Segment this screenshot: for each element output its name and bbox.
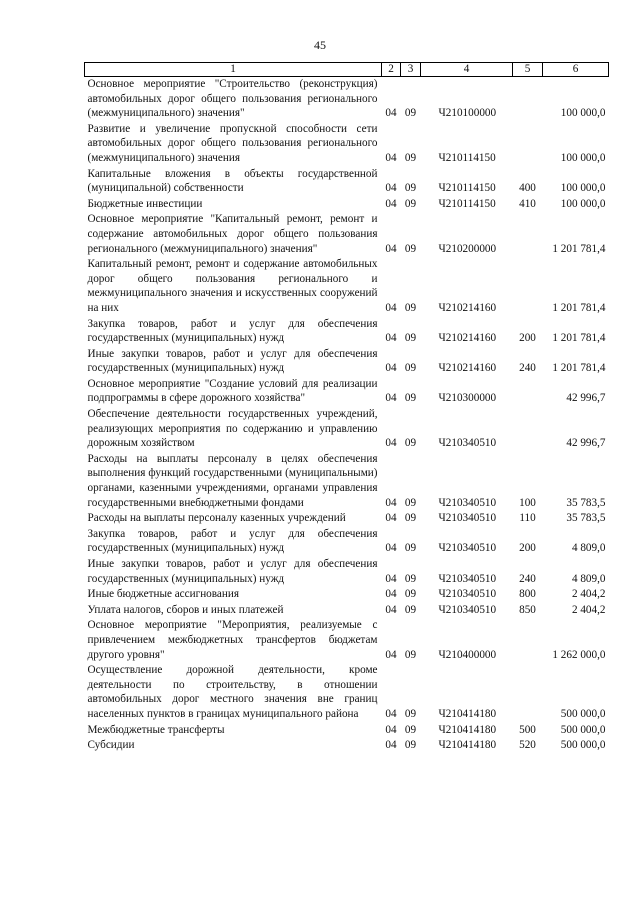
subsection-code: 09 — [404, 542, 417, 555]
table-row — [85, 452, 609, 511]
expense-type-code: 410 — [519, 197, 536, 210]
amount: 2 404,2 — [571, 603, 606, 616]
table-header — [85, 63, 609, 77]
table-body — [85, 77, 609, 754]
subsection-code: 09 — [404, 197, 417, 210]
target-article-code: Ч210340510 — [438, 603, 497, 616]
amount: 500 000,0 — [560, 707, 606, 720]
expense-type-code — [513, 122, 543, 167]
table-row — [85, 603, 609, 619]
expense-type-code — [513, 618, 543, 663]
table-row — [85, 407, 609, 452]
subsection-code: 09 — [404, 723, 417, 736]
table-row — [85, 257, 609, 316]
amount: 1 201 781,4 — [552, 362, 606, 375]
header-col-2: 2 — [382, 63, 401, 77]
table-row — [85, 511, 609, 527]
target-article-code: Ч210340510 — [438, 572, 497, 585]
amount: 42 996,7 — [566, 437, 606, 450]
amount: 1 262 000,0 — [552, 648, 606, 661]
expense-type-code — [513, 377, 543, 407]
amount: 100 000,0 — [560, 151, 606, 164]
expense-name: Осуществление дорожной деятельности, кроме деятельности по строительству, в отношении автомобильных дорог местного значения вне границ населенных пунктов в границах муниципального района — [87, 664, 378, 720]
section-code: 04 — [385, 603, 397, 616]
target-article-code: Ч210114150 — [438, 182, 496, 195]
table-row — [85, 527, 609, 557]
expense-type-code: 850 — [519, 603, 536, 616]
section-code: 04 — [385, 362, 397, 375]
amount: 1 201 781,4 — [552, 332, 606, 345]
subsection-code: 09 — [404, 107, 417, 120]
section-code: 04 — [385, 107, 397, 120]
table-row — [85, 723, 609, 739]
target-article-code: Ч210340510 — [438, 496, 497, 509]
section-code: 04 — [385, 392, 397, 405]
amount: 2 404,2 — [571, 588, 606, 601]
subsection-code: 09 — [404, 151, 417, 164]
expense-name: Обеспечение деятельности государственных учреждений, реализующих мероприятия по содержанию и управлению дорожным хозяйством — [87, 408, 378, 450]
target-article-code: Ч210100000 — [438, 107, 497, 120]
expense-type-code: 100 — [519, 496, 536, 509]
table-row — [85, 377, 609, 407]
table-row — [85, 587, 609, 603]
budget-table — [84, 62, 609, 754]
section-code: 04 — [385, 648, 397, 661]
target-article-code: Ч210114150 — [438, 197, 496, 210]
section-code: 04 — [385, 512, 397, 525]
table-row — [85, 618, 609, 663]
expense-type-code: 800 — [519, 588, 536, 601]
table-row — [85, 122, 609, 167]
target-article-code: Ч210340510 — [438, 512, 497, 525]
target-article-code: Ч210214160 — [438, 362, 497, 375]
expense-name: Межбюджетные трансферты — [87, 723, 225, 736]
target-article-code: Ч210414180 — [438, 723, 497, 736]
expense-name: Капитальные вложения в объекты государственной (муниципальной) собственности — [87, 167, 378, 195]
table-row — [85, 557, 609, 587]
target-article-code: Ч210400000 — [438, 648, 497, 661]
table-row — [85, 663, 609, 722]
subsection-code: 09 — [404, 512, 417, 525]
section-code: 04 — [385, 542, 397, 555]
table-row — [85, 212, 609, 257]
target-article-code: Ч210340510 — [438, 437, 497, 450]
section-code: 04 — [385, 572, 397, 585]
expense-type-code: 110 — [519, 512, 536, 525]
expense-type-code — [513, 257, 543, 316]
expense-name: Расходы на выплаты персоналу в целях обеспечения выполнения функций государственными (муниципальными) органами, казенными учреждениями, органами управления государственными внебюджетными фондами — [87, 452, 378, 509]
target-article-code: Ч210214160 — [438, 301, 497, 314]
amount: 35 783,5 — [566, 512, 606, 525]
amount: 42 996,7 — [566, 392, 606, 405]
amount: 35 783,5 — [566, 496, 606, 509]
section-code: 04 — [385, 151, 397, 164]
header-col-4: 4 — [421, 63, 513, 77]
expense-type-code: 200 — [519, 332, 536, 345]
section-code: 04 — [385, 242, 397, 255]
page-number: 45 — [314, 38, 326, 52]
table-row — [85, 77, 609, 122]
section-code: 04 — [385, 707, 397, 720]
table-row — [85, 197, 609, 213]
amount: 500 000,0 — [560, 723, 606, 736]
expense-name: Капитальный ремонт, ремонт и содержание автомобильных дорог общего пользования регионального и межмуниципального значения и искусственных сооружений на них — [87, 258, 378, 314]
expense-name: Закупка товаров, работ и услуг для обеспечения государственных (муниципальных) нужд — [87, 317, 378, 345]
amount: 100 000,0 — [560, 197, 606, 210]
target-article-code: Ч210340510 — [438, 588, 497, 601]
expense-type-code: 520 — [519, 739, 536, 752]
target-article-code: Ч210300000 — [438, 392, 497, 405]
expense-name: Бюджетные инвестиции — [87, 197, 203, 210]
target-article-code: Ч210200000 — [438, 242, 497, 255]
section-code: 04 — [385, 588, 397, 601]
table-row — [85, 347, 609, 377]
subsection-code: 09 — [404, 739, 417, 752]
subsection-code: 09 — [404, 707, 417, 720]
target-article-code: Ч210114150 — [438, 151, 496, 164]
subsection-code: 09 — [404, 496, 417, 509]
expense-type-code — [513, 212, 543, 257]
subsection-code: 09 — [404, 648, 417, 661]
expense-name: Расходы на выплаты персоналу казенных учреждений — [87, 512, 346, 525]
subsection-code: 09 — [404, 332, 417, 345]
expense-type-code: 200 — [519, 542, 536, 555]
expense-type-code: 400 — [519, 182, 536, 195]
subsection-code: 09 — [404, 301, 417, 314]
subsection-code: 09 — [404, 242, 417, 255]
expense-type-code — [513, 77, 543, 122]
subsection-code: 09 — [404, 437, 417, 450]
expense-name: Иные закупки товаров, работ и услуг для обеспечения государственных (муниципальных) нужд — [87, 347, 378, 375]
section-code: 04 — [385, 182, 397, 195]
expense-type-code — [513, 407, 543, 452]
target-article-code: Ч210414180 — [438, 739, 497, 752]
table-row — [85, 738, 609, 754]
expense-name: Субсидии — [87, 739, 135, 752]
amount: 4 809,0 — [571, 542, 606, 555]
amount: 1 201 781,4 — [552, 242, 606, 255]
header-col-6: 6 — [543, 63, 609, 77]
subsection-code: 09 — [404, 603, 417, 616]
header-col-5: 5 — [513, 63, 543, 77]
target-article-code: Ч210214160 — [438, 332, 497, 345]
amount: 4 809,0 — [571, 572, 606, 585]
expense-name: Закупка товаров, работ и услуг для обеспечения государственных (муниципальных) нужд — [87, 527, 378, 555]
section-code: 04 — [385, 723, 397, 736]
amount: 500 000,0 — [560, 739, 606, 752]
subsection-code: 09 — [404, 362, 417, 375]
expense-name: Иные бюджетные ассигнования — [87, 588, 239, 601]
subsection-code: 09 — [404, 182, 417, 195]
target-article-code: Ч210414180 — [438, 707, 497, 720]
section-code: 04 — [385, 437, 397, 450]
expense-name: Иные закупки товаров, работ и услуг для обеспечения государственных (муниципальных) нужд — [87, 558, 378, 585]
table-row — [85, 317, 609, 347]
expense-type-code: 500 — [519, 723, 536, 736]
section-code: 04 — [385, 301, 397, 314]
expense-name: Основное мероприятие "Строительство (реконструкция) автомобильных дорог общего пользования регионального (межмуниципального) значения" — [87, 78, 378, 120]
section-code: 04 — [385, 332, 397, 345]
expense-name: Основное мероприятие "Капитальный ремонт, ремонт и содержание автомобильных дорог общего пользования регионального (межмуниципального) значения" — [87, 213, 378, 255]
expense-name: Основное мероприятие "Создание условий для реализации подпрограммы в сфере дорожного хозяйства" — [87, 377, 378, 405]
subsection-code: 09 — [404, 392, 417, 405]
section-code: 04 — [385, 197, 397, 210]
header-col-1: 1 — [85, 63, 382, 77]
header-row — [85, 63, 609, 77]
expense-name: Основное мероприятие "Мероприятия, реализуемые с привлечением межбюджетных трансфертов бюджетам другого уровня" — [87, 619, 378, 661]
table-row — [85, 167, 609, 197]
section-code: 04 — [385, 739, 397, 752]
amount: 100 000,0 — [560, 107, 606, 120]
subsection-code: 09 — [404, 572, 417, 585]
header-col-3: 3 — [401, 63, 421, 77]
section-code: 04 — [385, 496, 397, 509]
amount: 100 000,0 — [560, 182, 606, 195]
expense-type-code — [513, 663, 543, 722]
amount: 1 201 781,4 — [552, 301, 606, 314]
expense-type-code: 240 — [519, 572, 536, 585]
expense-name: Уплата налогов, сборов и иных платежей — [87, 603, 284, 616]
target-article-code: Ч210340510 — [438, 542, 497, 555]
expense-name: Развитие и увеличение пропускной способности сети автомобильных дорог общего пользования регионального (межмуниципального) значения — [87, 122, 378, 164]
expense-type-code: 240 — [519, 362, 536, 375]
subsection-code: 09 — [404, 588, 417, 601]
